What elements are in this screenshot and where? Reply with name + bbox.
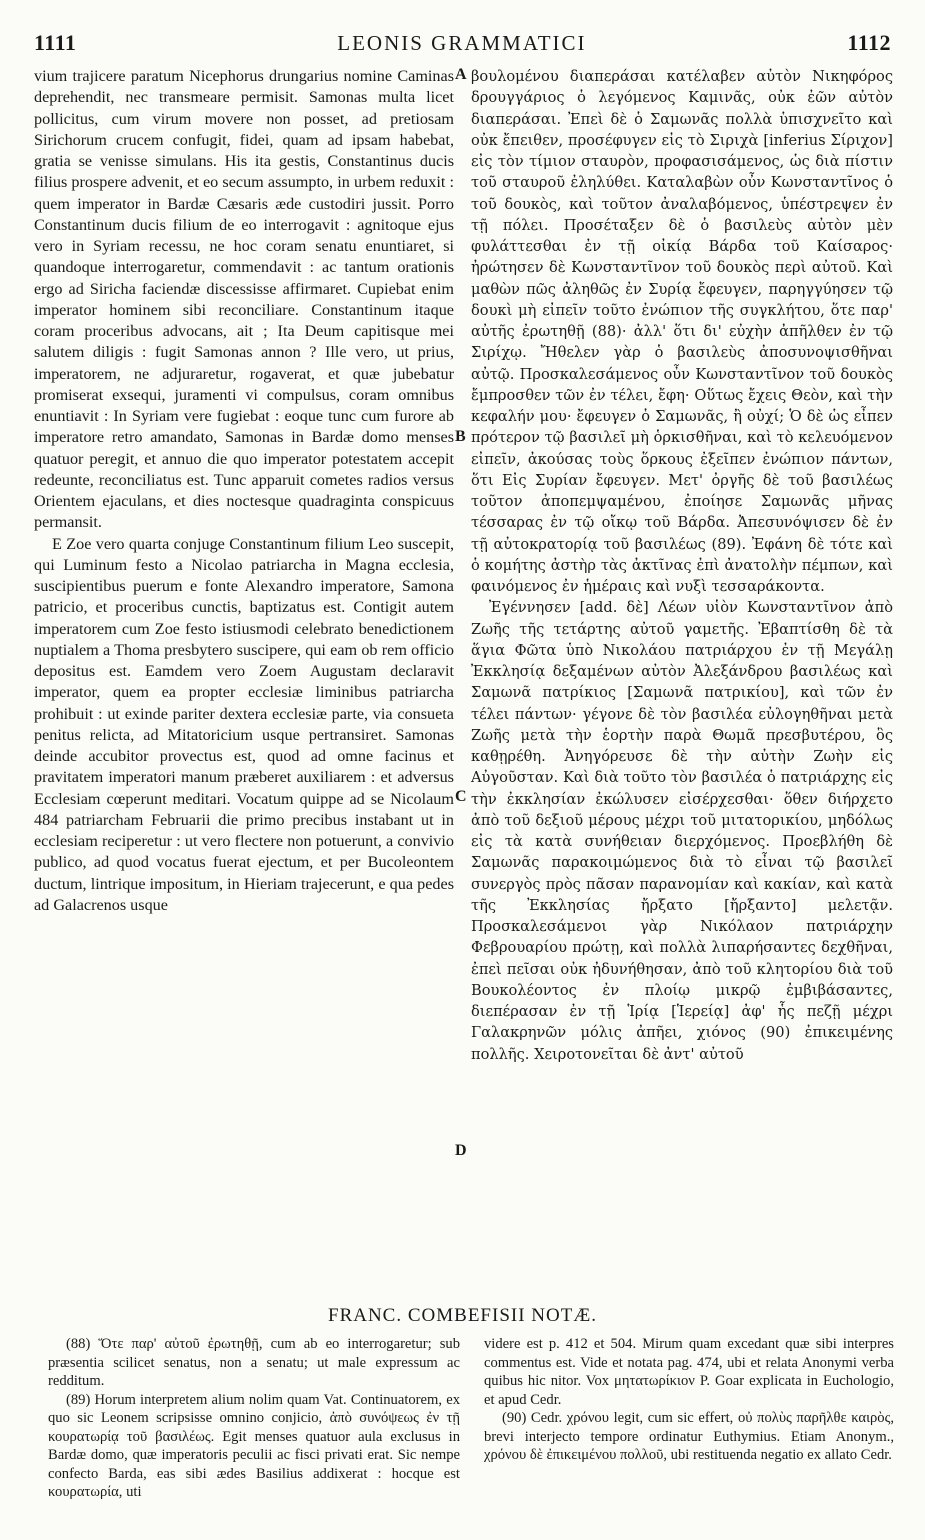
notes-right-column [484,1335,894,1465]
latin-column [34,66,454,916]
note-89-continued: videre est p. 412 et 504. Mirum quam excedant quæ sibi interpres commentus est. Vide et notata pag. 474, ubi et relata Anonymi verba quibus hic nitor. Vox μητατωρίκιον P. Goar explicata in Euchologio, et apud Cedr. [484,1336,894,1408]
greek-paragraph: Ἐγέννησεν [add. δὲ] Λέων υἱὸν Κωνσταντῖνον ἀπὸ Ζωῆς τῆς τετάρτης αὐτοῦ γαμετῆς. Ἐβαπτίσθη δὲ τὰ ἅγια Φῶτα ὑπὸ Νικολάου πατριάρχου ἐν τῇ Μεγάλῃ Ἐκκλησίᾳ δεξαμένων αὐτὸν Ἀλεξάνδρου βασιλέως καὶ Σαμωνᾶ πατρίκιος [Σαμωνᾶ πατρικίου], καὶ τῶν ἐν τέλει πάντων· γέγονε δὲ τὸν βασιλέα εὐλογηθῆναι μετὰ Ζωῆς μετὰ τὴν ἑορτὴν παρὰ Θωμᾶ πρεσβυτέρου, ὃς καθῃρέθη. Ἀνηγόρευσε δὲ τὴν αὐτὴν Ζωὴν εἰς Αὐγοῦσταν. Καὶ διὰ τοῦτο τὸν βασιλέα ὁ πατριάρχης εἰς τὴν ἐκκλησίαν ἐκώλυσεν εἰσέρχεσθαι· ὅθεν διήρχετο ἀπὸ τοῦ δεξιοῦ μέρους μέχρι τοῦ μιτατορικίου, μηδόλως εἰς τὰ κατὰ συνήθειαν διερχόμενος. Προεβλήθη δὲ Σαμωνᾶς παρακοιμώμενος διὰ τὸ εἶναι τῷ βασιλεῖ συνεργὸς πρὸς πᾶσαν παρανομίαν καὶ κακίαν, καὶ κατὰ τῆς Ἐκκλησίας ἤρξατο [ἤρξαντο] μελετᾷν. Προσκαλεσάμενοι γὰρ Νικόλαον πατριάρχην Φεβρουαρίου πρώτῃ, καὶ πολλὰ λιπαρήσαντες δεχθῆναι, ἐπεὶ πεῖσαι οὐκ ἠδυνήθησαν, ἀπὸ τοῦ κλητορίου διὰ τοῦ Βουκολέοντος ἐν πλοίῳ μικρῷ ἐμβιβάσαντες, διεπέρασαν ἐν τῇ Ἱρίᾳ [Ἱερείᾳ] ἀφ' ἧς πεζῇ μέχρι Γαλακρηνῶν μόλις ἀπῆει, χιόνος (90) ἐπικειμένης πολλῆς. Χειροτονεῖται δὲ ἀντ' αὐτοῦ [471,599,893,1063]
note-90: (90) Cedr. χρόνου legit, cum sic effert, οὐ πολὺς παρῆλθε καιρὸς, brevi interjecto tempore ordinatur Euthymius. Etiam Anonym., χρόνου δὲ ἐπικειμένου πολλοῦ, ubi restituenda negatio ex allato Cedr. [484,1410,894,1463]
section-marker-c: C [455,788,467,805]
section-marker-a: A [455,66,467,83]
section-marker-d: D [455,1142,467,1159]
section-marker-b: B [455,428,466,445]
latin-paragraph: E Zoe vero quarta conjuge Constantinum filium Leo suscepit, qui Luminum festo a Nicolao patriarcha in Magna ecclesia, suscipientibus puerum e fonte Alexandro imperatore, Samona patricio, et proceribus cunctis, baptizatus est. Contigit autem imperatorem cum Zoe festo istiusmodi celebrato benedictionem nuptialem a Thoma presbytero suscipere, qui eam ob rem officio depositus est. Eamdem vero Zoem Augustam declaravit imperator, quem ea propter ecclesiæ liminibus patriarcha prohibuit : ut exinde pariter dextera ecclesiæ parte, via consueta penitus relicta, ad Mitatoricium usque pertransiret. Samonas deinde accubitor provectus est, quod ad omne facinus et pravitatem imperatori manum præberet auxiliarem : et adversus Ecclesiam cœperunt meditari. Vocatum quippe ad se Nicolaum 484 patriarcham Februarii die primo precibus instabant ut in ecclesiam reciperetur : ut vero flectere non potuerunt, a convivio publico, ad quod vocatus fuerat ejectum, et per Bucoleontem ductum, lintrique impositum, in Hieriam trajecerunt, e qua pedes ad Galacrenos usque [34,534,454,914]
note-88: (88) Ὅτε παρ' αὐτοῦ ἐρωτηθῇ, cum ab eo interrogaretur; sub præsentia scilicet senatus, non a senatu; ut male expressum ac redditum. [48,1336,460,1389]
running-title: LEONIS GRAMMATICI [337,31,587,55]
greek-column [471,66,893,1065]
notes-left-column [48,1335,460,1502]
latin-paragraph: vium trajicere paratum Nicephorus drungarius nomine Caminas deprehendit, nec transmeare permisit. Samonas multa licet pollicitus, cum virum movere non posset, ad pretiosam Sirichorum crucem confugit, fidei, quam ad ipsam habebat, gratia se venisse simulans. His ita gestis, Constantinus ducis filius prospere advenit, et eo secum assumpto, in urbem reduxit : quem imperator in Bardæ Cæsaris æde custodiri jussit. Porro Constantinum ducis filium de eo interrogavit : agnitoque ejus vero in Syriam recessu, ne hoc coram senatu enuntiaret, si quandoque interrogaretur, commendavit : ac tantum orationis ergo ad Siricha faciendæ discessisse affirmaret. Cupiebat enim imperator hominem sibi reconciliare. Constantinum itaque coram proceribus advocans, ait ; Ita Deum capitisque mei salutem diligis : fugit Samonas annon ? Ille vero, ut prius, imperatorem, ne adjuraretur, rogaverat, et quæ jubebatur promiserat exsequi, juramenti vi compulsus, coram omnibus enuntiavit : In Syriam vere fugiebat : eoque tunc cum furore ab imperatore retro amandato, Samonas in Bardæ domo menses quatuor peregit, et annuo die quo imperator potestatem accepit redeunte, reconciliatus est. Tunc apparuit cometes radios versus Orientem ejaculans, et dies noctesque quadraginta conspicuus permansit. [34,67,454,532]
page-header [34,30,891,64]
note-89: (89) Horum interpretem alium nolim quam Vat. Continuatorem, ex quo sic Leonem scripsisse omnino conjicio, ἀπὸ συνόψεως ἐν τῇ κουρατωρίᾳ τοῦ βασιλέως. Egit menses quatuor aula exclusus in Bardæ domo, quæ imperatoris peculii ac fisci privati erat. Sic nempe confecto Barda, eas sibi ædes Basilius addixerat : hocque est κουρατωρία, uti [48,1391,460,1500]
greek-paragraph: βουλομένου διαπεράσαι κατέλαβεν αὐτὸν Νικηφόρος δρουγγάριος ὁ λεγόμενος Καμινᾶς, οὐκ ἐῶν αὐτὸν διαπεράσαι. Ἐπεὶ δὲ ὁ Σαμωνᾶς πολλὰ ὑπισχνεῖτο καὶ οὐκ ἔπειθεν, προσέφυγεν εἰς τὸ Σιριχὰ [inferius Σίριχον] εἰς τὸν τίμιον σταυρὸν, προφασισάμενος, ὡς διὰ πίστιν τοῦ σταυροῦ ἐληλύθει. Καταλαβὼν οὖν Κωνσταντῖνος ὁ τοῦ δουκὸς, καὶ τοῦτον ἀναλαβόμενος, ὑπέστρεψεν ἐν τῇ πόλει. Προσέταξεν δὲ ὁ βασιλεὺς αὐτὸν μὲν φυλάττεσθαι ἐν τῇ οἰκίᾳ Βάρδα τοῦ Καίσαρος· ἠρώτησεν δὲ Κωνσταντῖνον τοῦ δουκὸς περὶ αὐτοῦ. Καὶ μαθὼν πῶς ἀληθῶς ἐν Συρίᾳ ἔφευγεν, παρηγγύησεν τῷ δουκὶ μὴ εἰπεῖν τοῦτο ἐνώπιον τῆς συγκλήτου, ὅτε παρ' αὐτῆς ἐρωτηθῇ (88)· ἀλλ' ὅτι δι' εὐχὴν ἀπῆλθεν ἐν τῷ Σιρίχῳ. Ἤθελεν γὰρ ὁ βασιλεὺς ἀποσυνοψισθῆναι αὐτῷ. Προσκαλεσάμενος οὖν Κωνσταντῖνον τοῦ δουκὸς ἔμπροσθεν τῶν ἐν τέλει, ἔφη· Οὕτως ἔχεις Θεὸν, καὶ τὴν κεφαλήν μου· ἔφευγεν ὁ Σαμωνᾶς, ἢ οὐχί; Ὁ δὲ ὡς εἶπεν πρότερον τῷ βασιλεῖ μὴ ὁρκισθῆναι, καὶ τὸ κελευόμενον εἰπεῖν, ἀκούσας τοὺς ὅρκους ἐξεῖπεν ἐνώπιον πάντων, ὅτι Εἰς Συρίαν ἔφευγεν. Μετ' ὀργῆς δὲ τοῦ βασιλέως τοῦτον ἀποπεμψαμένου, ἐποίησε Σαμωνᾶς μῆνας τέσσαρας ἐν τῷ οἴκῳ τοῦ Βάρδα. Ἀπεσυνόψισεν δὲ ἐν τῇ αὐτοκρατορίᾳ τοῦ βασιλέως (89). Ἐφάνη δὲ τότε καὶ ὁ κομήτης ἀστὴρ τὰς ἀκτῖνας ἐπὶ ἀνατολὴν πέμπων, καὶ φαινόμενος ἐν ἡμέραις καὶ νυξὶ τεσσαράκοντα. [471,68,893,595]
right-page-number: 1112 [847,30,891,55]
notes-heading: FRANC. COMBEFISII NOTÆ. [328,1305,597,1326]
left-page-number: 1111 [34,30,77,55]
